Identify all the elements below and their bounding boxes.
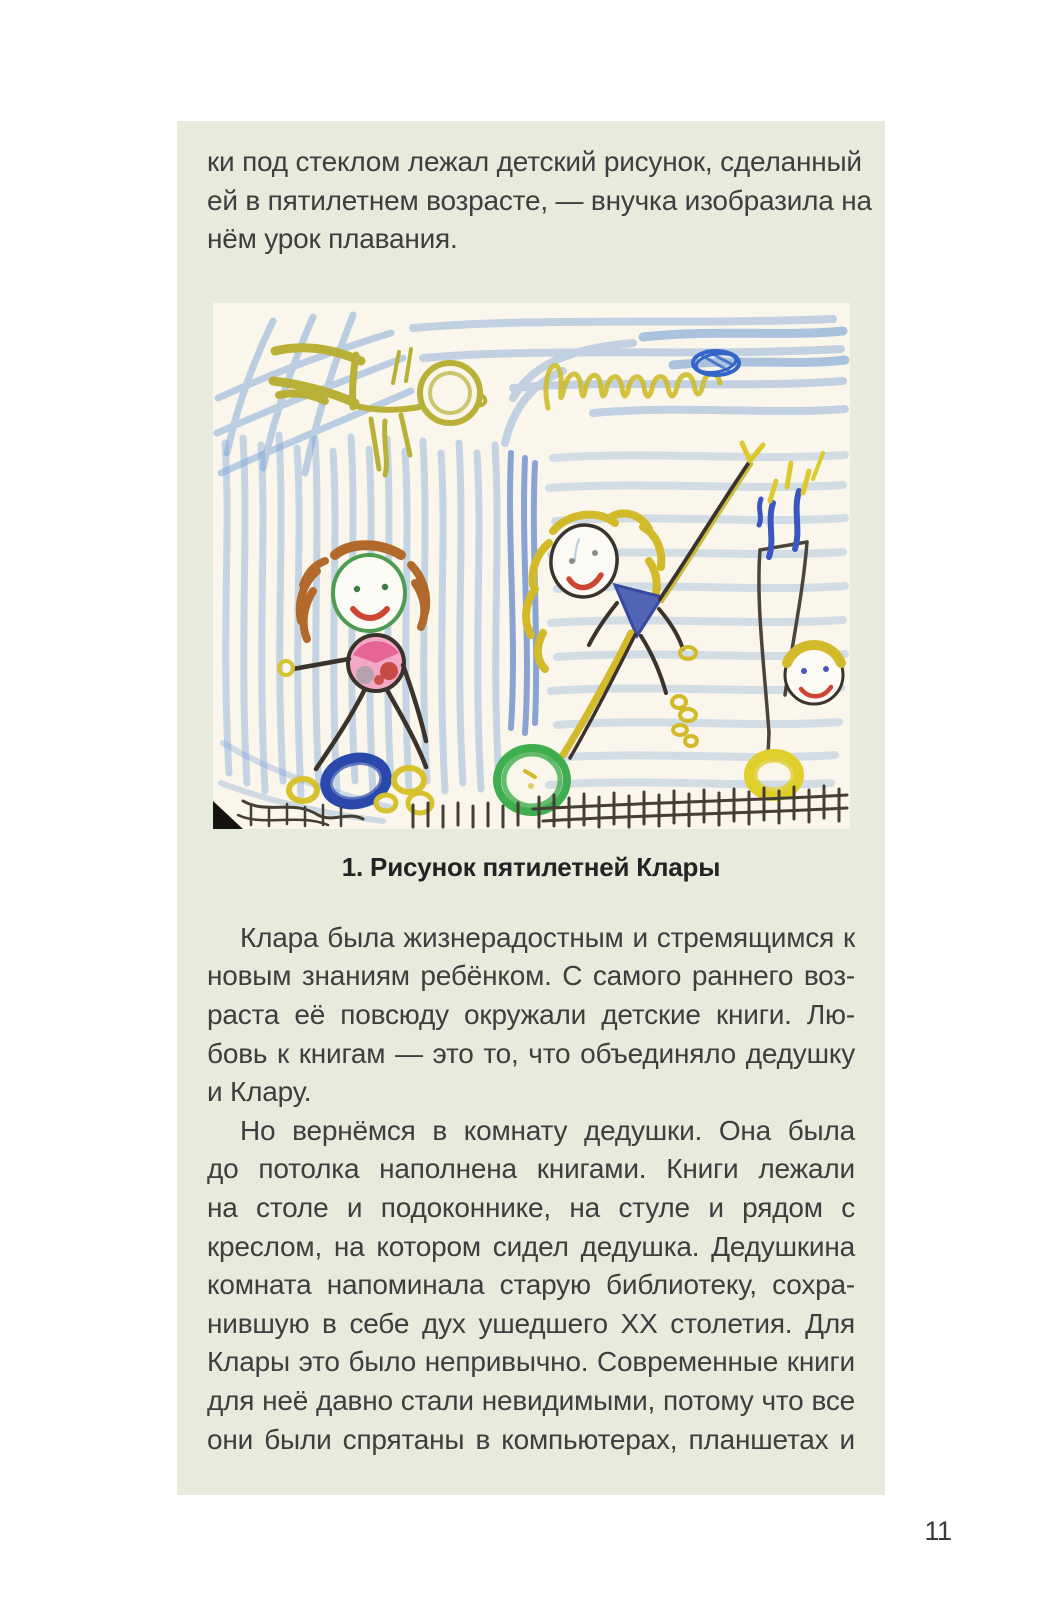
text-line: ей в пятилетнем возрасте, — внучка изобразила на bbox=[207, 184, 872, 216]
text-line: они были спрятаны в компьютерах, планшетах и bbox=[207, 1423, 855, 1455]
paragraph-grandfather-room bbox=[207, 1112, 855, 1459]
text-line: комната напоминала старую библиотеку, сохра- bbox=[207, 1269, 855, 1301]
text-line: нившую в себе дух ушедшего XX столетия. Для bbox=[207, 1307, 855, 1339]
text-line: нём урок плавания. bbox=[207, 223, 458, 255]
text-line: ки под стеклом лежал детский рисунок, сделанный bbox=[207, 146, 862, 177]
text-line: на столе и подоконнике, на стуле и рядом с bbox=[207, 1191, 855, 1223]
text-line: раста её повсюду окружали детские книги. Лю- bbox=[207, 998, 855, 1030]
text-line: Клары это было непривычно. Современные книги bbox=[207, 1346, 855, 1378]
text-line: Но вернёмся в комнату дедушки. Она была bbox=[240, 1114, 855, 1146]
paragraph-klara bbox=[207, 919, 855, 1112]
book-page bbox=[177, 121, 885, 1495]
figure-child-drawing bbox=[213, 303, 850, 829]
paragraph-continuation bbox=[207, 143, 872, 259]
text-line: до потолка наполнена книгами. Книги лежали bbox=[207, 1153, 855, 1185]
page-number: 11 bbox=[924, 1516, 952, 1546]
text-line: и Клару. bbox=[207, 1076, 312, 1108]
figure-caption: 1. Рисунок пятилетней Клары bbox=[341, 851, 721, 882]
text-line: для неё давно стали невидимыми, потому что все bbox=[207, 1384, 855, 1416]
text-line: новым знаниям ребёнком. С самого раннего воз- bbox=[207, 960, 855, 992]
child-drawing-image bbox=[213, 303, 850, 829]
text-line: креслом, на котором сидел дедушка. Дедушкина bbox=[207, 1230, 855, 1262]
text-line: Клара была жизнерадостным и стремящимся к bbox=[240, 921, 855, 953]
text-line: бовь к книгам — это то, что объединяло дедушку bbox=[207, 1037, 855, 1069]
